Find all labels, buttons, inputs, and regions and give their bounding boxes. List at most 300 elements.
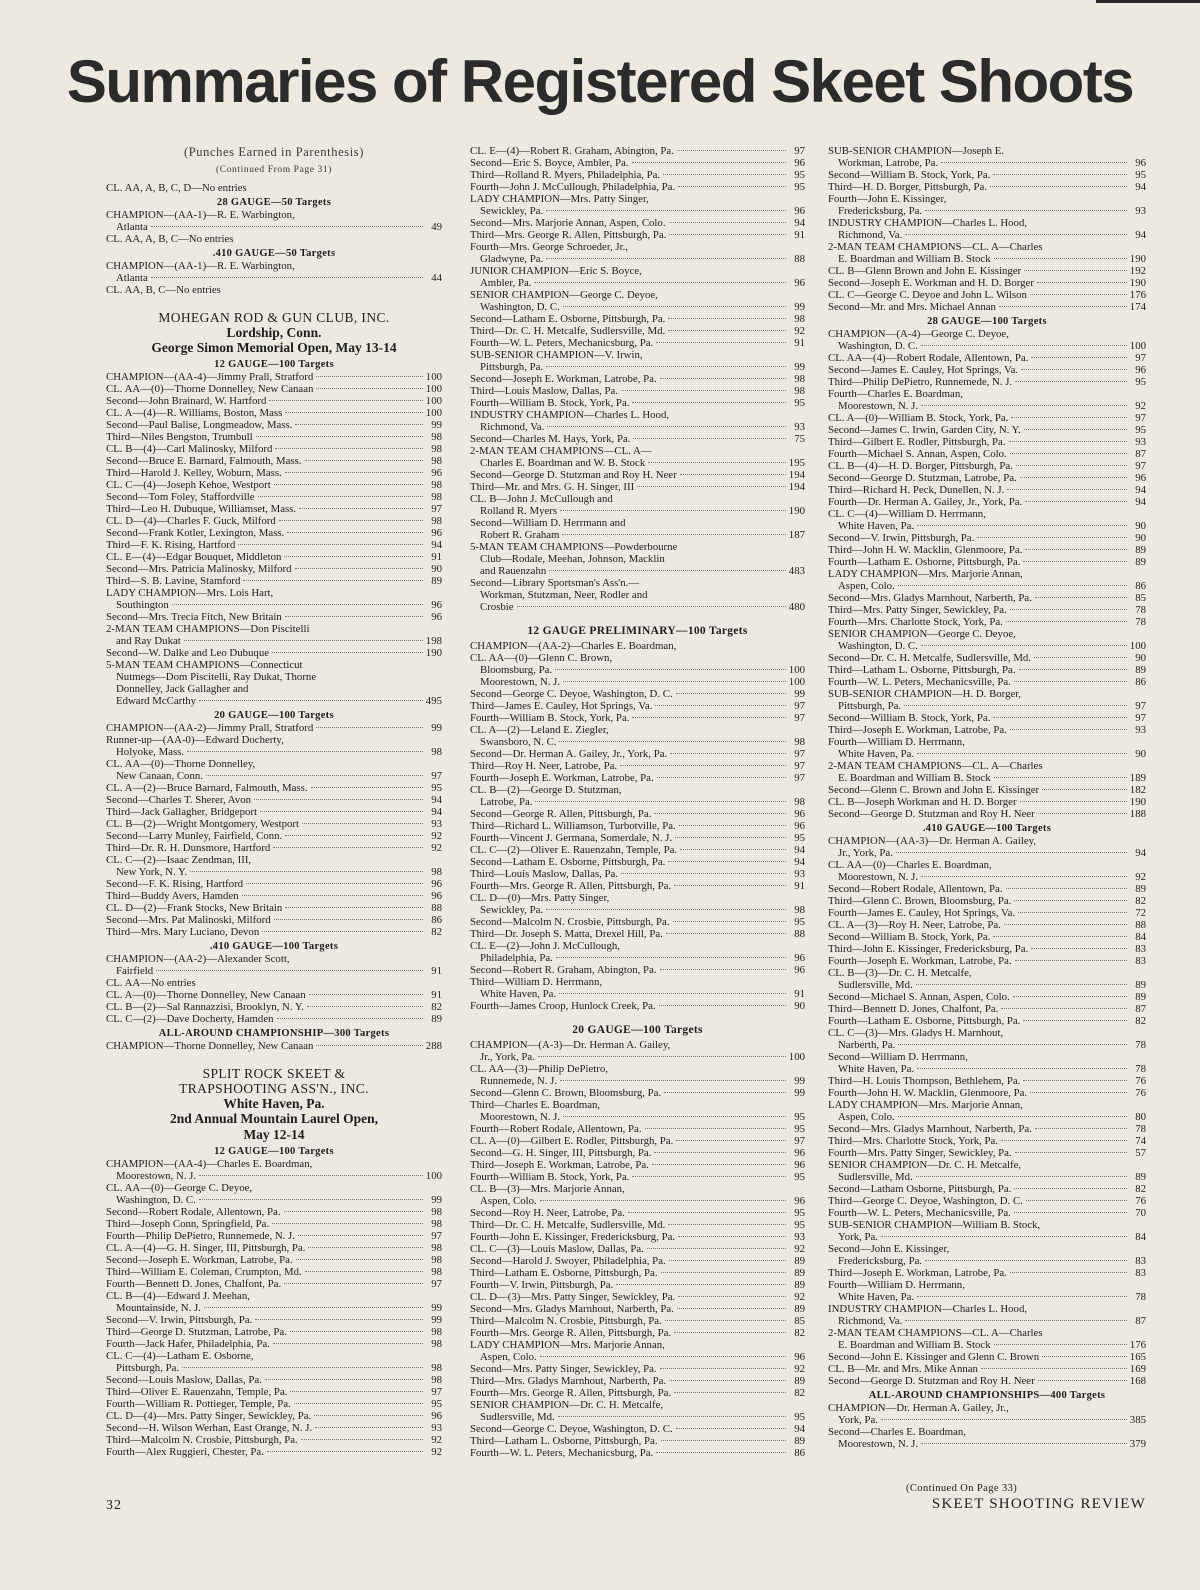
- result-score: 94: [431, 794, 442, 806]
- result-score: 96: [794, 1159, 805, 1171]
- result-entrant: Pittsburgh, Pa.: [480, 361, 544, 373]
- result-score: 76: [1135, 1087, 1146, 1099]
- leader-dots: [256, 436, 423, 437]
- result-line: [106, 599, 442, 611]
- result-entrant: Edward McCarthy: [116, 695, 197, 707]
- result-entrant: Third—Buddy Avers, Hamden: [106, 890, 239, 902]
- result-score: 89: [794, 1435, 805, 1447]
- result-line: [470, 157, 805, 169]
- text-line: CL. AA—(0)—Thorne Donnelley,: [106, 758, 256, 770]
- result-entrant: CL. A—(0)—William B. Stock, York, Pa.: [828, 412, 1009, 424]
- result-line: [828, 436, 1146, 448]
- result-entrant: Fourth—Michael S. Annan, Aspen, Colo.: [828, 448, 1007, 460]
- leader-dots: [1010, 609, 1127, 610]
- leader-dots: [664, 1092, 786, 1093]
- result-line: [470, 868, 805, 880]
- result-score: 98: [431, 1218, 442, 1230]
- result-entrant: Third—Mr. and Mrs. G. H. Singer, III: [470, 481, 635, 493]
- result-line: [106, 770, 442, 782]
- result-entrant: Jr., York, Pa.: [480, 1051, 535, 1063]
- result-score: 100: [788, 1051, 805, 1063]
- result-line: [470, 1315, 805, 1327]
- text-line: Fourth—Charles E. Boardman,: [828, 388, 963, 400]
- leader-dots: [316, 388, 422, 389]
- text-line: CHAMPION—(AA-2)—Charles E. Boardman,: [470, 640, 677, 652]
- result-score: 86: [1135, 580, 1146, 592]
- result-line: [106, 695, 442, 707]
- result-line: [470, 481, 805, 493]
- result-line: [470, 808, 805, 820]
- result-entrant: Second—Bruce E. Barnard, Falmouth, Mass.: [106, 455, 302, 467]
- text-line: Second—Library Sportsman's Ass'n.—: [470, 577, 640, 589]
- text-line: CHAMPION—(AA-2)—Alexander Scott,: [106, 953, 290, 965]
- result-entrant: Jr., York, Pa.: [838, 847, 893, 859]
- result-entrant: Second—Dr. C. H. Metcalfe, Sudlersville, Md.: [828, 652, 1032, 664]
- result-score: 96: [431, 890, 442, 902]
- leader-dots: [285, 907, 423, 908]
- leader-dots: [925, 210, 1127, 211]
- result-score: 57: [1135, 1147, 1146, 1159]
- result-entrant: Second—Charles M. Hays, York, Pa.: [470, 433, 631, 445]
- result-entrant: CL. B—(2)—Sal Rannazzisi, Brooklyn, N. Y.: [106, 1001, 304, 1013]
- result-score: 190: [425, 647, 442, 659]
- leader-dots: [1006, 888, 1127, 889]
- leader-dots: [921, 1443, 1127, 1444]
- leader-dots: [628, 1212, 786, 1213]
- result-entrant: Sudlersville, Md.: [838, 1171, 913, 1183]
- leader-dots: [674, 885, 786, 886]
- result-entrant: Second—Malcolm N. Crosbie, Pittsburgh, Pa.: [470, 916, 670, 928]
- result-score: 75: [794, 433, 805, 445]
- result-line: [470, 277, 805, 289]
- text-line: CL. A—(2)—Leland E. Ziegler,: [470, 724, 609, 736]
- result-score: 93: [794, 421, 805, 433]
- result-entrant: CL. B—(2)—Wright Montgomery, Westport: [106, 818, 300, 830]
- text-line: INDUSTRY CHAMPION—Charles L. Hood,: [828, 217, 1028, 229]
- text-line: CHAMPION—(A-4)—George C. Deyoe,: [828, 328, 1009, 340]
- result-entrant: Third—Mrs. Patty Singer, Sewickley, Pa.: [828, 604, 1007, 616]
- result-entrant: Third—George C. Deyoe, Washington, D. C.: [828, 1195, 1023, 1207]
- result-entrant: Third—Joseph E. Workman, Latrobe, Pa.: [470, 1159, 649, 1171]
- text-line: Fourth—William D. Herrmann,: [828, 1279, 965, 1291]
- leader-dots: [298, 1235, 423, 1236]
- result-score: 98: [431, 1242, 442, 1254]
- leader-dots: [656, 1452, 786, 1453]
- result-line: [470, 664, 805, 676]
- result-score: 95: [794, 1411, 805, 1423]
- result-score: 89: [431, 575, 442, 587]
- result-line: [828, 991, 1146, 1003]
- result-score: 90: [431, 563, 442, 575]
- result-entrant: Second—Harold J. Swoyer, Philadelphia, Pa.: [470, 1255, 666, 1267]
- text-line: CHAMPION—(AA-3)—Dr. Herman A. Gailey,: [828, 835, 1037, 847]
- result-line: [106, 407, 442, 419]
- result-entrant: Third—George D. Stutzman, Latrobe, Pa.: [106, 1326, 287, 1338]
- result-score: 96: [794, 1147, 805, 1159]
- result-line: [470, 1303, 805, 1315]
- leader-dots: [314, 1415, 423, 1416]
- result-line: [828, 1207, 1146, 1219]
- result-line: [470, 1363, 805, 1375]
- result-score: 93: [794, 868, 805, 880]
- result-line: [828, 340, 1146, 352]
- result-entrant: Fourth—W. L. Peters, Mechanicsville, Pa.: [828, 1207, 1011, 1219]
- result-score: 96: [431, 1410, 442, 1422]
- leader-dots: [305, 460, 423, 461]
- result-score: 95: [794, 916, 805, 928]
- result-score: 95: [794, 181, 805, 193]
- result-entrant: Second—Robert R. Graham, Abington, Pa.: [470, 964, 657, 976]
- result-score: 96: [431, 527, 442, 539]
- text-line: Workman, Stutzman, Neer, Rodler and: [480, 589, 648, 601]
- result-line: [106, 1040, 442, 1052]
- leader-dots: [665, 1320, 786, 1321]
- result-line: [106, 1218, 442, 1230]
- result-line: [828, 1267, 1146, 1279]
- result-line: [470, 565, 805, 577]
- result-line: [828, 1111, 1146, 1123]
- result-entrant: Fourth—Joseph E. Workman, Latrobe, Pa.: [828, 955, 1012, 967]
- result-score: 97: [794, 1135, 805, 1147]
- leader-dots: [1018, 912, 1127, 913]
- result-entrant: CL. C—(2)—Oliver E. Rauenzahn, Temple, Pa.: [470, 844, 678, 856]
- result-score: 90: [1135, 520, 1146, 532]
- result-line: [470, 1123, 805, 1135]
- leader-dots: [621, 873, 786, 874]
- result-entrant: Second—Joseph E. Workman and H. D. Borger: [828, 277, 1034, 289]
- result-score: 82: [1135, 1015, 1146, 1027]
- result-score: 98: [431, 746, 442, 758]
- result-entrant: CHAMPION—(AA-4)—Jimmy Prall, Stratford: [106, 371, 314, 383]
- leader-dots: [1016, 465, 1127, 466]
- result-line: [106, 914, 442, 926]
- result-score: 92: [431, 1446, 442, 1458]
- result-line: [470, 820, 805, 832]
- result-line: [470, 964, 805, 976]
- result-entrant: Second—George D. Stutzman, Latrobe, Pa.: [828, 472, 1017, 484]
- leader-dots: [1014, 681, 1127, 682]
- result-score: 94: [431, 539, 442, 551]
- result-score: 83: [1135, 1255, 1146, 1267]
- result-line: [828, 265, 1146, 277]
- result-entrant: Mountainside, N. J.: [116, 1302, 201, 1314]
- result-score: 88: [794, 253, 805, 265]
- result-line: [828, 943, 1146, 955]
- result-score: 98: [431, 1206, 442, 1218]
- leader-dots: [287, 532, 423, 533]
- result-score: 95: [431, 782, 442, 794]
- leader-dots: [279, 520, 423, 521]
- result-entrant: CL. A—(3)—Roy H. Neer, Latrobe, Pa.: [828, 919, 1001, 931]
- result-line: [470, 1351, 805, 1363]
- leader-dots: [676, 693, 786, 694]
- result-line: [828, 364, 1146, 376]
- leader-dots: [1042, 1356, 1127, 1357]
- result-score: 86: [431, 914, 442, 926]
- result-entrant: Sewickley, Pa.: [480, 904, 544, 916]
- result-line: [828, 931, 1146, 943]
- leader-dots: [654, 1152, 786, 1153]
- result-score: 94: [431, 806, 442, 818]
- result-score: 76: [1135, 1075, 1146, 1087]
- leader-dots: [921, 876, 1127, 877]
- result-line: [470, 529, 805, 541]
- result-score: 98: [794, 904, 805, 916]
- result-entrant: Second—Mrs. Pat Malinoski, Milford: [106, 914, 271, 926]
- leader-dots: [668, 1224, 786, 1225]
- result-line: [106, 1422, 442, 1434]
- result-entrant: New Canaan, Conn.: [116, 770, 203, 782]
- text-line: CL. AA, A, B, C, D—No entries: [106, 182, 247, 194]
- result-score: 100: [425, 1170, 442, 1182]
- result-line: [470, 169, 805, 181]
- leader-dots: [679, 825, 786, 826]
- leader-dots: [559, 741, 786, 742]
- result-entrant: Runnemede, N. J.: [480, 1075, 558, 1087]
- result-entrant: Second—W. Dalke and Leo Dubuque: [106, 647, 270, 659]
- event-name: 2nd Annual Mountain Laurel Open,: [170, 1111, 378, 1126]
- result-score: 97: [431, 503, 442, 515]
- result-line: [828, 1147, 1146, 1159]
- result-score: 94: [1135, 229, 1146, 241]
- result-score: 92: [431, 1434, 442, 1446]
- leader-dots: [677, 1308, 786, 1309]
- result-score: 96: [794, 964, 805, 976]
- result-line: [106, 926, 442, 938]
- result-line: [828, 253, 1146, 265]
- text-line: CL. E—(2)—John J. McCullough,: [470, 940, 620, 952]
- result-line: [470, 1171, 805, 1183]
- leader-dots: [669, 1260, 786, 1261]
- result-score: 82: [794, 1387, 805, 1399]
- text-line: CHAMPION—(AA-1)—R. E. Warbington,: [106, 209, 295, 221]
- result-line: [828, 1339, 1146, 1351]
- club-location: Lordship, Conn.: [226, 325, 322, 340]
- result-entrant: Second—John E. Kissinger and Glenn C. Brown: [828, 1351, 1040, 1363]
- leader-dots: [254, 799, 423, 800]
- text-line: CL. C—(4)—Latham E. Osborne,: [106, 1350, 254, 1362]
- result-entrant: Second—Tom Foley, Staffordville: [106, 491, 255, 503]
- result-score: 92: [431, 830, 442, 842]
- result-score: 91: [794, 880, 805, 892]
- result-entrant: Fourth—William B. Stock, York, Pa.: [470, 397, 630, 409]
- result-line: [470, 505, 805, 517]
- leader-dots: [1010, 1272, 1127, 1273]
- result-entrant: Fourth—William R. Pottieger, Temple, Pa.: [106, 1398, 291, 1410]
- leader-dots: [265, 1379, 423, 1380]
- leader-dots: [1004, 924, 1127, 925]
- text-line: Nutmegs—Dom Piscitelli, Ray Dukat, Thorne: [116, 671, 317, 683]
- leader-dots: [674, 1332, 786, 1333]
- leader-dots: [632, 717, 786, 718]
- result-score: 95: [794, 1219, 805, 1231]
- result-entrant: CL. A—(4)—R. Williams, Boston, Mass: [106, 407, 283, 419]
- leader-dots: [993, 717, 1127, 718]
- result-score: 194: [788, 469, 805, 481]
- result-score: 78: [1135, 616, 1146, 628]
- result-entrant: Fourth—W. L. Peters, Mechanicsburg, Pa.: [470, 1447, 654, 1459]
- result-entrant: Third—Latham L. Osborne, Pittsburgh, Pa.: [828, 664, 1016, 676]
- leader-dots: [657, 777, 786, 778]
- leader-dots: [547, 426, 786, 427]
- result-score: 78: [1135, 604, 1146, 616]
- leader-dots: [994, 258, 1127, 259]
- result-score: 190: [1129, 277, 1146, 289]
- result-line: [470, 988, 805, 1000]
- result-entrant: Second—George D. Stutzman and Roy H. Neer: [828, 808, 1035, 820]
- result-score: 99: [431, 722, 442, 734]
- result-entrant: Second—John Brainard, W. Hartford: [106, 395, 267, 407]
- leader-dots: [1009, 441, 1127, 442]
- result-score: 96: [431, 611, 442, 623]
- leader-dots: [1015, 960, 1127, 961]
- result-line: [828, 1135, 1146, 1147]
- text-line: Second—William D. Herrmann,: [828, 1051, 968, 1063]
- result-line: [106, 455, 442, 467]
- result-score: 98: [431, 515, 442, 527]
- result-entrant: Second—Frank Kotler, Lexington, Mass.: [106, 527, 285, 539]
- result-line: [828, 907, 1146, 919]
- leader-dots: [562, 534, 785, 535]
- result-entrant: Second—V. Irwin, Pittsburgh, Pa.: [828, 532, 975, 544]
- result-score: 96: [794, 1195, 805, 1207]
- result-score: 93: [794, 1231, 805, 1243]
- result-score: 483: [788, 565, 805, 577]
- result-entrant: Fairfield: [116, 965, 154, 977]
- result-line: [106, 527, 442, 539]
- leader-dots: [1015, 1152, 1127, 1153]
- result-entrant: CL. A—(0)—Thorne Donnelley, New Canaan: [106, 989, 306, 1001]
- result-line: [470, 880, 805, 892]
- text-line: CL. B—(3)—Mrs. Marjorie Annan,: [470, 1183, 625, 1195]
- text-line: LADY CHAMPION—Mrs. Patty Singer,: [470, 193, 649, 205]
- result-score: 96: [1135, 364, 1146, 376]
- leader-dots: [668, 861, 786, 862]
- result-line: [828, 808, 1146, 820]
- result-line: [470, 1411, 805, 1423]
- leader-dots: [669, 1380, 786, 1381]
- result-entrant: Second—Glenn C. Brown, Bloomsburg, Pa.: [470, 1087, 662, 1099]
- result-line: [470, 916, 805, 928]
- result-line: [828, 229, 1146, 241]
- leader-dots: [258, 496, 423, 497]
- result-line: [106, 1374, 442, 1386]
- leader-dots: [1020, 477, 1127, 478]
- result-line: [470, 1267, 805, 1279]
- result-line: [470, 736, 805, 748]
- result-entrant: Moorestown, N. J.: [838, 871, 919, 883]
- leader-dots: [151, 277, 423, 278]
- result-line: [106, 1410, 442, 1422]
- leader-dots: [676, 1140, 786, 1141]
- leader-dots: [285, 616, 423, 617]
- result-entrant: Southington: [116, 599, 169, 611]
- result-entrant: CL. A—(0)—Gilbert E. Rodler, Pittsburgh, Pa.: [470, 1135, 674, 1147]
- result-entrant: Atlanta: [116, 221, 148, 233]
- text-line: CL. AA—(3)—Philip DePietro,: [470, 1063, 608, 1075]
- result-line: [106, 221, 442, 233]
- text-line: CHAMPION—(AA-4)—Charles E. Boardman,: [106, 1158, 313, 1170]
- result-line: [106, 1242, 442, 1254]
- result-score: 182: [1129, 784, 1146, 796]
- result-score: 96: [431, 599, 442, 611]
- text-line: CL. C—(4)—William D. Herrmann,: [828, 508, 986, 520]
- result-line: [828, 592, 1146, 604]
- leader-dots: [660, 1368, 786, 1369]
- column-3: [828, 145, 1146, 1480]
- text-line: 2-MAN TEAM CHAMPIONS—Don Piscitelli: [106, 623, 310, 635]
- result-score: 89: [794, 1267, 805, 1279]
- result-line: [470, 904, 805, 916]
- result-score: 96: [794, 157, 805, 169]
- result-entrant: Third—Louis Maslow, Dallas, Pa.: [470, 385, 619, 397]
- result-line: [828, 1123, 1146, 1135]
- leader-dots: [633, 438, 786, 439]
- text-line: INDUSTRY CHAMPION—Charles L. Hood,: [828, 1303, 1028, 1315]
- leader-dots: [273, 847, 423, 848]
- result-entrant: Fourth—Mrs. George R. Allen, Pittsburgh, Pa.: [470, 1327, 672, 1339]
- leader-dots: [1024, 270, 1127, 271]
- result-line: [470, 1087, 805, 1099]
- result-line: [470, 301, 805, 313]
- gauge-heading: 12 GAUGE PRELIMINARY—100 Targets: [527, 625, 748, 637]
- result-score: 169: [1129, 1363, 1146, 1375]
- leader-dots: [546, 258, 786, 259]
- leader-dots: [1031, 948, 1127, 949]
- result-score: 89: [1135, 1171, 1146, 1183]
- page-title: Summaries of Registered Skeet Shoots: [66, 48, 1134, 115]
- leader-dots: [674, 1392, 786, 1393]
- result-score: 80: [1135, 1111, 1146, 1123]
- result-line: [106, 842, 442, 854]
- result-line: [828, 979, 1146, 991]
- result-score: 84: [1135, 1231, 1146, 1243]
- leader-dots: [1015, 381, 1127, 382]
- result-entrant: Third—Mrs. Mary Luciano, Devon: [106, 926, 260, 938]
- result-line: [470, 952, 805, 964]
- leader-dots: [294, 1403, 423, 1404]
- result-line: [106, 563, 442, 575]
- result-score: 98: [431, 1254, 442, 1266]
- leader-dots: [896, 852, 1127, 853]
- text-line: LADY CHAMPION—Mrs. Marjorie Annan,: [828, 568, 1023, 580]
- text-line: Fourth—William D. Herrmann,: [828, 736, 965, 748]
- result-line: [828, 871, 1146, 883]
- result-score: 91: [431, 965, 442, 977]
- text-line: 2-MAN TEAM CHAMPIONS—CL. A—: [470, 445, 652, 457]
- leader-dots: [199, 1199, 423, 1200]
- result-entrant: Narberth, Pa.: [838, 1039, 896, 1051]
- result-entrant: Third—Malcolm N. Crosbie, Pittsburgh, Pa.: [106, 1434, 298, 1446]
- leader-dots: [308, 1247, 423, 1248]
- magazine-name: SKEET SHOOTING REVIEW: [931, 1496, 1146, 1512]
- leader-dots: [563, 1116, 786, 1117]
- result-line: [470, 928, 805, 940]
- leader-dots: [648, 462, 786, 463]
- leader-dots: [994, 777, 1127, 778]
- leader-dots: [661, 1440, 786, 1441]
- result-entrant: Second—Mrs. Gladys Marnhout, Narberth, Pa.: [470, 1303, 674, 1315]
- result-line: [106, 1326, 442, 1338]
- result-line: [828, 895, 1146, 907]
- leader-dots: [558, 1416, 786, 1417]
- result-score: 195: [788, 457, 805, 469]
- result-line: [106, 890, 442, 902]
- result-entrant: CL. C—(2)—Dave Docherty, Hamden: [106, 1013, 274, 1025]
- leader-dots: [284, 1211, 423, 1212]
- leader-dots: [678, 1236, 786, 1237]
- result-score: 97: [794, 145, 805, 157]
